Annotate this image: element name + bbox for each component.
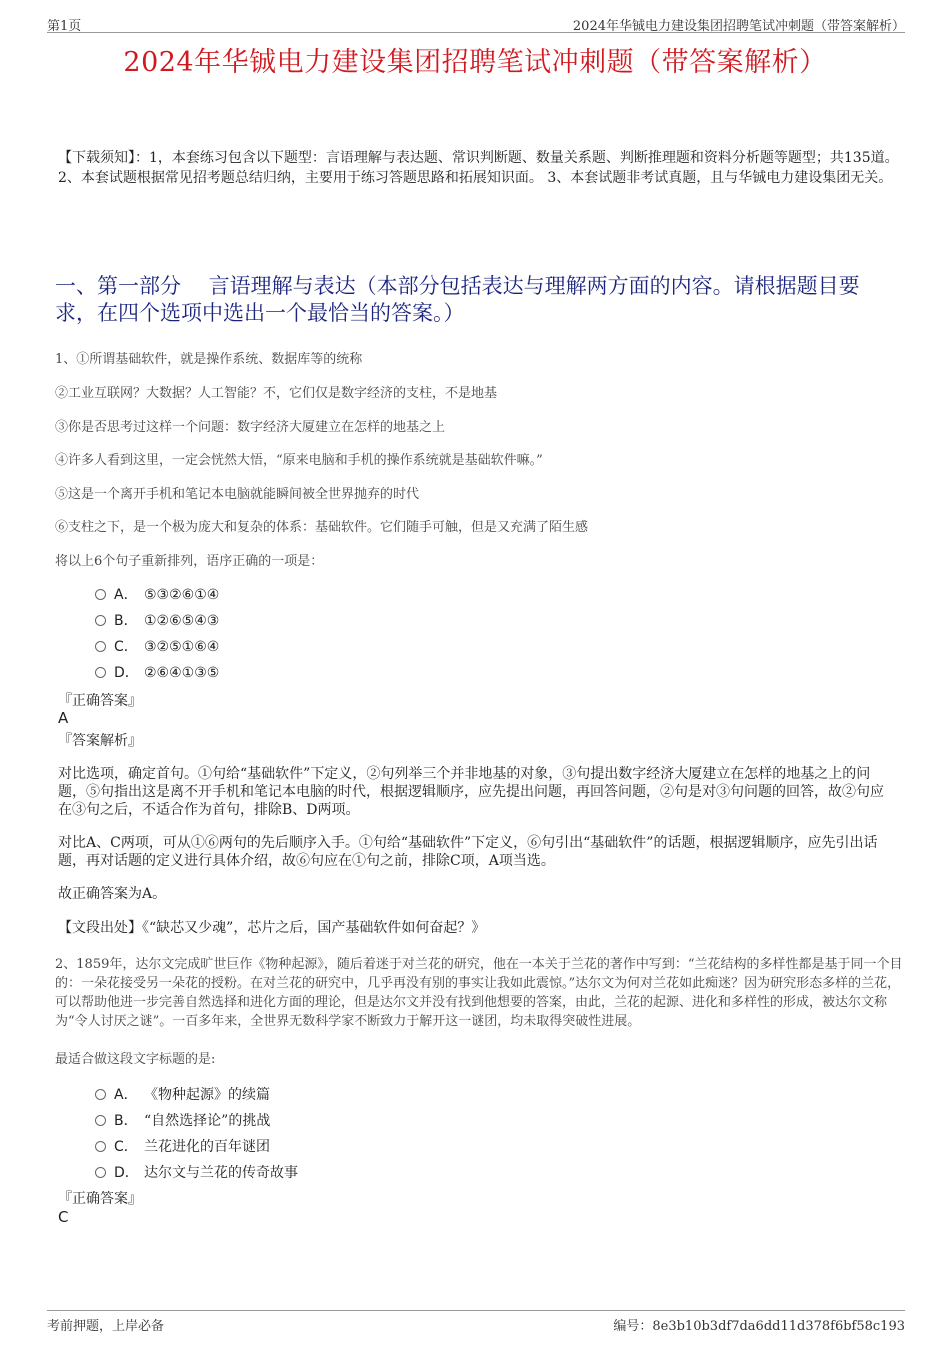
q2-option-c-text: 兰花进化的百年谜团 — [144, 1139, 270, 1155]
q1-option-d[interactable]: D． ②⑥④①③⑤ — [95, 662, 219, 682]
page-number: 第1页 — [47, 19, 82, 34]
radio-icon[interactable] — [95, 1141, 106, 1152]
q1-source: 【文段出处】《“缺芯又少魂”，芯片之后，国产基础软件如何奋起？》 — [58, 920, 486, 936]
q1-line-1: 1、①所谓基础软件，就是操作系统、数据库等的统称 — [55, 352, 363, 367]
q1-option-b-text: ①②⑥⑤④③ — [144, 613, 220, 629]
q1-option-a[interactable]: A． ⑤③②⑥①④ — [95, 584, 219, 604]
q2-option-a[interactable]: A． 《物种起源》的续篇 — [95, 1084, 270, 1104]
q2-option-b[interactable]: B． “自然选择论”的挑战 — [95, 1110, 270, 1130]
q1-option-d-text: ②⑥④①③⑤ — [144, 665, 220, 681]
q1-answer: A — [58, 709, 69, 727]
header-doc-title: 2024年华铖电力建设集团招聘笔试冲刺题（带答案解析） — [572, 19, 905, 34]
radio-icon[interactable] — [95, 641, 106, 652]
q2-option-d-text: 达尔文与兰花的传奇故事 — [144, 1165, 298, 1181]
q2-answer-label: 『正确答案』 — [58, 1191, 142, 1207]
q1-option-c[interactable]: C． ③②⑤①⑥④ — [95, 636, 219, 656]
q2-option-b-text: “自然选择论”的挑战 — [144, 1113, 271, 1129]
q1-analysis-3: 故正确答案为A。 — [58, 886, 167, 902]
q2-option-c[interactable]: C． 兰花进化的百年谜团 — [95, 1136, 270, 1156]
radio-icon[interactable] — [95, 615, 106, 626]
q2-option-a-text: 《物种起源》的续篇 — [144, 1087, 270, 1103]
q1-option-c-text: ③②⑤①⑥④ — [144, 639, 220, 655]
q1-line-5: ⑤这是一个离开手机和笔记本电脑就能瞬间被全世界抛弃的时代 — [55, 487, 420, 502]
q1-line-6: ⑥支柱之下，是一个极为庞大和复杂的体系：基础软件。它们随手可触，但是又充满了陌生感 — [55, 520, 589, 535]
q2-option-d[interactable]: D． 达尔文与兰花的传奇故事 — [95, 1162, 298, 1182]
radio-icon[interactable] — [95, 667, 106, 678]
document-title: 2024年华铖电力建设集团招聘笔试冲刺题（带答案解析） — [123, 47, 827, 78]
q2-question: 最适合做这段文字标题的是: — [55, 1052, 216, 1067]
q1-line-4: ④许多人看到这里，一定会恍然大悟，“原来电脑和手机的操作系统就是基础软件嘛。” — [55, 453, 543, 468]
section-heading: 一、第一部分 言语理解与表达（本部分包括表达与理解两方面的内容。请根据题目要求，在四个选项中选出一个最恰当的答案。） — [55, 274, 860, 325]
page-footer — [47, 1310, 905, 1334]
radio-icon[interactable] — [95, 589, 106, 600]
q1-option-b[interactable]: B． ①②⑥⑤④③ — [95, 610, 219, 630]
q1-answer-label: 『正确答案』 — [58, 693, 142, 709]
q1-line-2: ②工业互联网？大数据？人工智能？不，它们仅是数字经济的支柱，不是地基 — [55, 386, 498, 401]
q1-option-a-text: ⑤③②⑥①④ — [144, 587, 220, 603]
radio-icon[interactable] — [95, 1167, 106, 1178]
footer-slogan: 考前押题，上岸必备 — [47, 1319, 165, 1334]
download-notice: 【下载须知】：1，本套练习包含以下题型：言语理解与表达题、常识判断题、数量关系题、判断推理题和资料分析题等题型；共135道。 2、本套试题根据常见招考题总结归纳，主要用于练习答题思路和拓展知识面。 3、本套试题非考试真题，且与华铖电力建设集团无关。 — [58, 150, 899, 186]
q1-question: 将以上6个句子重新排列，语序正确的一项是： — [55, 554, 324, 569]
page-header — [47, 14, 905, 33]
q2-passage: 2、1859年，达尔文完成旷世巨作《物种起源》，随后着迷于对兰花的研究，他在一本关于兰花的著作中写到：“兰花结构的多样性都是基于同一个目的：一朵花接受另一朵花的授粉。在对兰花的研究中，几乎再没有别的事实让我如此震惊。”达尔文为何对兰花如此痴迷？因为研究形态多样的兰花，可以帮助他进一步完善自然选择和进化方面的理论，但是达尔文并没有找到他想要的答案，由此，兰花的起源、进化和多样性的形成，被达尔文称为“令人讨厌之谜”。一百多年来，全世界无数科学家不断致力于解开这一谜团，均未取得突破性进展。 — [55, 957, 903, 1029]
q1-line-3: ③你是否思考过这样一个问题：数字经济大厦建立在怎样的地基之上 — [55, 420, 446, 435]
q2-answer: C — [58, 1208, 69, 1226]
q1-analysis-2: 对比A、C两项，可从①⑥两句的先后顺序入手。①句给“基础软件”下定义，⑥句引出“基础软件”的话题，根据逻辑顺序，应先引出话题，再对话题的定义进行具体介绍，故⑥句应在①句之前，排除C项，A项当选。 — [58, 835, 878, 869]
footer-doc-id: 编号：8e3b10b3df7da6dd11d378f6bf58c193 — [613, 1319, 905, 1334]
q1-analysis-1: 对比选项，确定首句。①句给“基础软件”下定义，②句列举三个并非地基的对象，③句提出数字经济大厦建立在怎样的地基之上的问题，⑤句指出这是离不开手机和笔记本电脑的时代，根据逻辑顺序，应先提出问题，再回答问题，②句是对③句问题的回答，故②句应在③句之后，不适合作为首句，排除B、D两项。 — [58, 766, 884, 818]
radio-icon[interactable] — [95, 1115, 106, 1126]
q1-analysis-label: 『答案解析』 — [58, 733, 142, 749]
radio-icon[interactable] — [95, 1089, 106, 1100]
